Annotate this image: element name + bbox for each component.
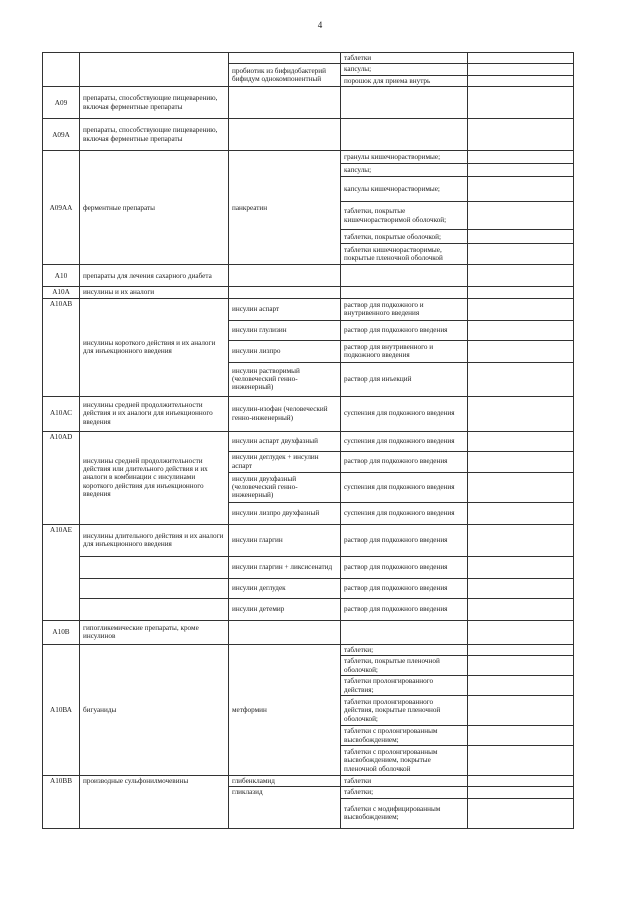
dosage-form-cell: раствор для внутривенного и подкожного введения: [341, 340, 468, 362]
table-row: [43, 598, 574, 620]
drug-name-cell: глибенкламид: [229, 776, 341, 787]
drug-name-cell: [229, 265, 341, 287]
group-cell: инсулины и их аналоги: [80, 287, 229, 298]
dosage-form-cell: гранулы кишечнорастворимые;: [341, 151, 468, 164]
dosage-form-cell: таблетки, покрытые пленочной оболочкой;: [341, 656, 468, 676]
dosage-form-cell: таблетки пролонгированного действия, покрытые пленочной оболочкой;: [341, 696, 468, 726]
dosage-form-cell: капсулы кишечнорастворимые;: [341, 177, 468, 202]
drug-name-cell: [229, 287, 341, 298]
extra-cell: [468, 656, 574, 676]
table-row: [43, 119, 574, 151]
extra-cell: [468, 362, 574, 396]
table-row: [43, 53, 574, 64]
atc-code-cell: А10ВА: [43, 644, 80, 775]
extra-cell: [468, 396, 574, 431]
drug-name-cell: инсулин двухфазный (человеческий генно-инженерный): [229, 472, 341, 502]
dosage-form-cell: таблетки с пролонгированным высвобождением, покрытые пленочной оболочкой: [341, 746, 468, 776]
extra-cell: [468, 53, 574, 64]
extra-cell: [468, 230, 574, 244]
table-row: [43, 287, 574, 298]
drug-name-cell: пробиотик из бифидобактерий бифидум однокомпонентный: [229, 64, 341, 87]
dosage-form-cell: таблетки, покрытые кишечнорастворимой оболочкой;: [341, 202, 468, 230]
extra-cell: [468, 119, 574, 151]
group-cell: производные сульфонилмочевины: [80, 776, 229, 829]
dosage-form-cell: [341, 620, 468, 644]
table-row: [43, 644, 574, 655]
drug-name-cell: инсулин лизпро: [229, 340, 341, 362]
drug-name-cell: гликлазид: [229, 787, 341, 828]
drug-name-cell: [229, 87, 341, 119]
drug-name-cell: инсулин лизпро двухфазный: [229, 502, 341, 524]
drug-name-cell: инсулин детемир: [229, 598, 341, 620]
dosage-form-cell: суспензия для подкожного введения: [341, 472, 468, 502]
atc-code-cell: А10АВ: [43, 298, 80, 396]
dosage-form-cell: таблетки кишечнорастворимые, покрытые пленочной оболочкой: [341, 244, 468, 265]
table-row: [43, 87, 574, 119]
dosage-form-cell: [341, 87, 468, 119]
extra-cell: [468, 151, 574, 164]
extra-cell: [468, 502, 574, 524]
group-cell: [80, 598, 229, 620]
extra-cell: [468, 578, 574, 598]
extra-cell: [468, 287, 574, 298]
group-cell: [80, 556, 229, 578]
atc-code-cell: А10В: [43, 620, 80, 644]
dosage-form-cell: раствор для подкожного введения: [341, 556, 468, 578]
extra-cell: [468, 644, 574, 655]
dosage-form-cell: таблетки с пролонгированным высвобождением;: [341, 726, 468, 746]
extra-cell: [468, 798, 574, 828]
group-cell: инсулины длительного действия и их аналоги для инъекционного введения: [80, 524, 229, 556]
drug-name-cell: инсулин гларгин + ликсисенатид: [229, 556, 341, 578]
atc-code-cell: А09А: [43, 119, 80, 151]
group-cell: инсулины короткого действия и их аналоги для инъекционного введения: [80, 298, 229, 396]
extra-cell: [468, 202, 574, 230]
drug-name-cell: инсулин деглудек: [229, 578, 341, 598]
group-cell: инсулины средней продолжительности действия и их аналоги для инъекционного введения: [80, 396, 229, 431]
extra-cell: [468, 265, 574, 287]
dosage-form-cell: раствор для инъекций: [341, 362, 468, 396]
extra-cell: [468, 620, 574, 644]
extra-cell: [468, 676, 574, 696]
drug-name-cell: инсулин гларгин: [229, 524, 341, 556]
drug-name-cell: инсулин аспарт двухфазный: [229, 431, 341, 451]
atc-code-cell: А09АА: [43, 151, 80, 265]
drug-name-cell: [229, 620, 341, 644]
drug-name-cell: панкреатин: [229, 151, 341, 265]
table-row: [43, 431, 574, 451]
extra-cell: [468, 451, 574, 472]
extra-cell: [468, 177, 574, 202]
dosage-form-cell: капсулы;: [341, 64, 468, 75]
dosage-form-cell: раствор для подкожного введения: [341, 320, 468, 340]
atc-code-cell: А10АС: [43, 396, 80, 431]
drug-name-cell: [229, 53, 341, 64]
extra-cell: [468, 64, 574, 75]
atc-code-cell: А10А: [43, 287, 80, 298]
group-cell: инсулины средней продолжительности действия или длительного действия и их аналоги в комбинации с инсулинами короткого действия для инъекционного введения: [80, 431, 229, 524]
atc-code-cell: А10АЕ: [43, 524, 80, 620]
extra-cell: [468, 787, 574, 798]
group-cell: гипогликемические препараты, кроме инсулинов: [80, 620, 229, 644]
extra-cell: [468, 75, 574, 86]
page-number: 4: [317, 20, 323, 30]
group-cell: ферментные препараты: [80, 151, 229, 265]
dosage-form-cell: таблетки: [341, 776, 468, 787]
extra-cell: [468, 472, 574, 502]
table-row: [43, 298, 574, 320]
extra-cell: [468, 298, 574, 320]
drug-list-table: [42, 52, 574, 829]
atc-code-cell: А10ВВ: [43, 776, 80, 829]
dosage-form-cell: [341, 265, 468, 287]
dosage-form-cell: суспензия для подкожного введения: [341, 431, 468, 451]
extra-cell: [468, 340, 574, 362]
extra-cell: [468, 244, 574, 265]
dosage-form-cell: таблетки пролонгированного действия;: [341, 676, 468, 696]
table-row: [43, 620, 574, 644]
atc-code-cell: А09: [43, 87, 80, 119]
table-row: [43, 556, 574, 578]
dosage-form-cell: таблетки;: [341, 644, 468, 655]
dosage-form-cell: порошок для приема внутрь: [341, 75, 468, 86]
group-cell: препараты, способствующие пищеварению, включая ферментные препараты: [80, 119, 229, 151]
atc-code-cell: [43, 53, 80, 87]
table-row: [43, 396, 574, 431]
dosage-form-cell: раствор для подкожного введения: [341, 578, 468, 598]
dosage-form-cell: суспензия для подкожного введения: [341, 502, 468, 524]
extra-cell: [468, 746, 574, 776]
drug-name-cell: метформин: [229, 644, 341, 775]
extra-cell: [468, 431, 574, 451]
drug-name-cell: инсулин аспарт: [229, 298, 341, 320]
dosage-form-cell: таблетки, покрытые оболочкой;: [341, 230, 468, 244]
dosage-form-cell: раствор для подкожного введения: [341, 451, 468, 472]
group-cell: [80, 53, 229, 87]
extra-cell: [468, 87, 574, 119]
drug-name-cell: [229, 119, 341, 151]
table-row: [43, 265, 574, 287]
table-row: [43, 578, 574, 598]
drug-name-cell: инсулин растворимый (человеческий генно-инженерный): [229, 362, 341, 396]
extra-cell: [468, 524, 574, 556]
atc-code-cell: А10: [43, 265, 80, 287]
table-row: [43, 151, 574, 164]
atc-code-cell: А10AD: [43, 431, 80, 524]
extra-cell: [468, 320, 574, 340]
group-cell: бигуаниды: [80, 644, 229, 775]
dosage-form-cell: таблетки с модифицированным высвобождением;: [341, 798, 468, 828]
drug-name-cell: инсулин глулизин: [229, 320, 341, 340]
extra-cell: [468, 776, 574, 787]
drug-name-cell: инсулин деглудек + инсулин аспарт: [229, 451, 341, 472]
dosage-form-cell: [341, 287, 468, 298]
dosage-form-cell: суспензия для подкожного введения: [341, 396, 468, 431]
extra-cell: [468, 164, 574, 177]
dosage-form-cell: раствор для подкожного введения: [341, 524, 468, 556]
dosage-form-cell: раствор для подкожного введения: [341, 598, 468, 620]
extra-cell: [468, 726, 574, 746]
group-cell: [80, 578, 229, 598]
drug-name-cell: инсулин-изофан (человеческий генно-инженерный): [229, 396, 341, 431]
dosage-form-cell: [341, 119, 468, 151]
table-row: [43, 776, 574, 787]
table-row: [43, 524, 574, 556]
dosage-form-cell: раствор для подкожного и внутривенного введения: [341, 298, 468, 320]
dosage-form-cell: таблетки: [341, 53, 468, 64]
extra-cell: [468, 598, 574, 620]
dosage-form-cell: таблетки;: [341, 787, 468, 798]
extra-cell: [468, 556, 574, 578]
extra-cell: [468, 696, 574, 726]
group-cell: препараты для лечения сахарного диабета: [80, 265, 229, 287]
dosage-form-cell: капсулы;: [341, 164, 468, 177]
group-cell: препараты, способствующие пищеварению, включая ферментные препараты: [80, 87, 229, 119]
